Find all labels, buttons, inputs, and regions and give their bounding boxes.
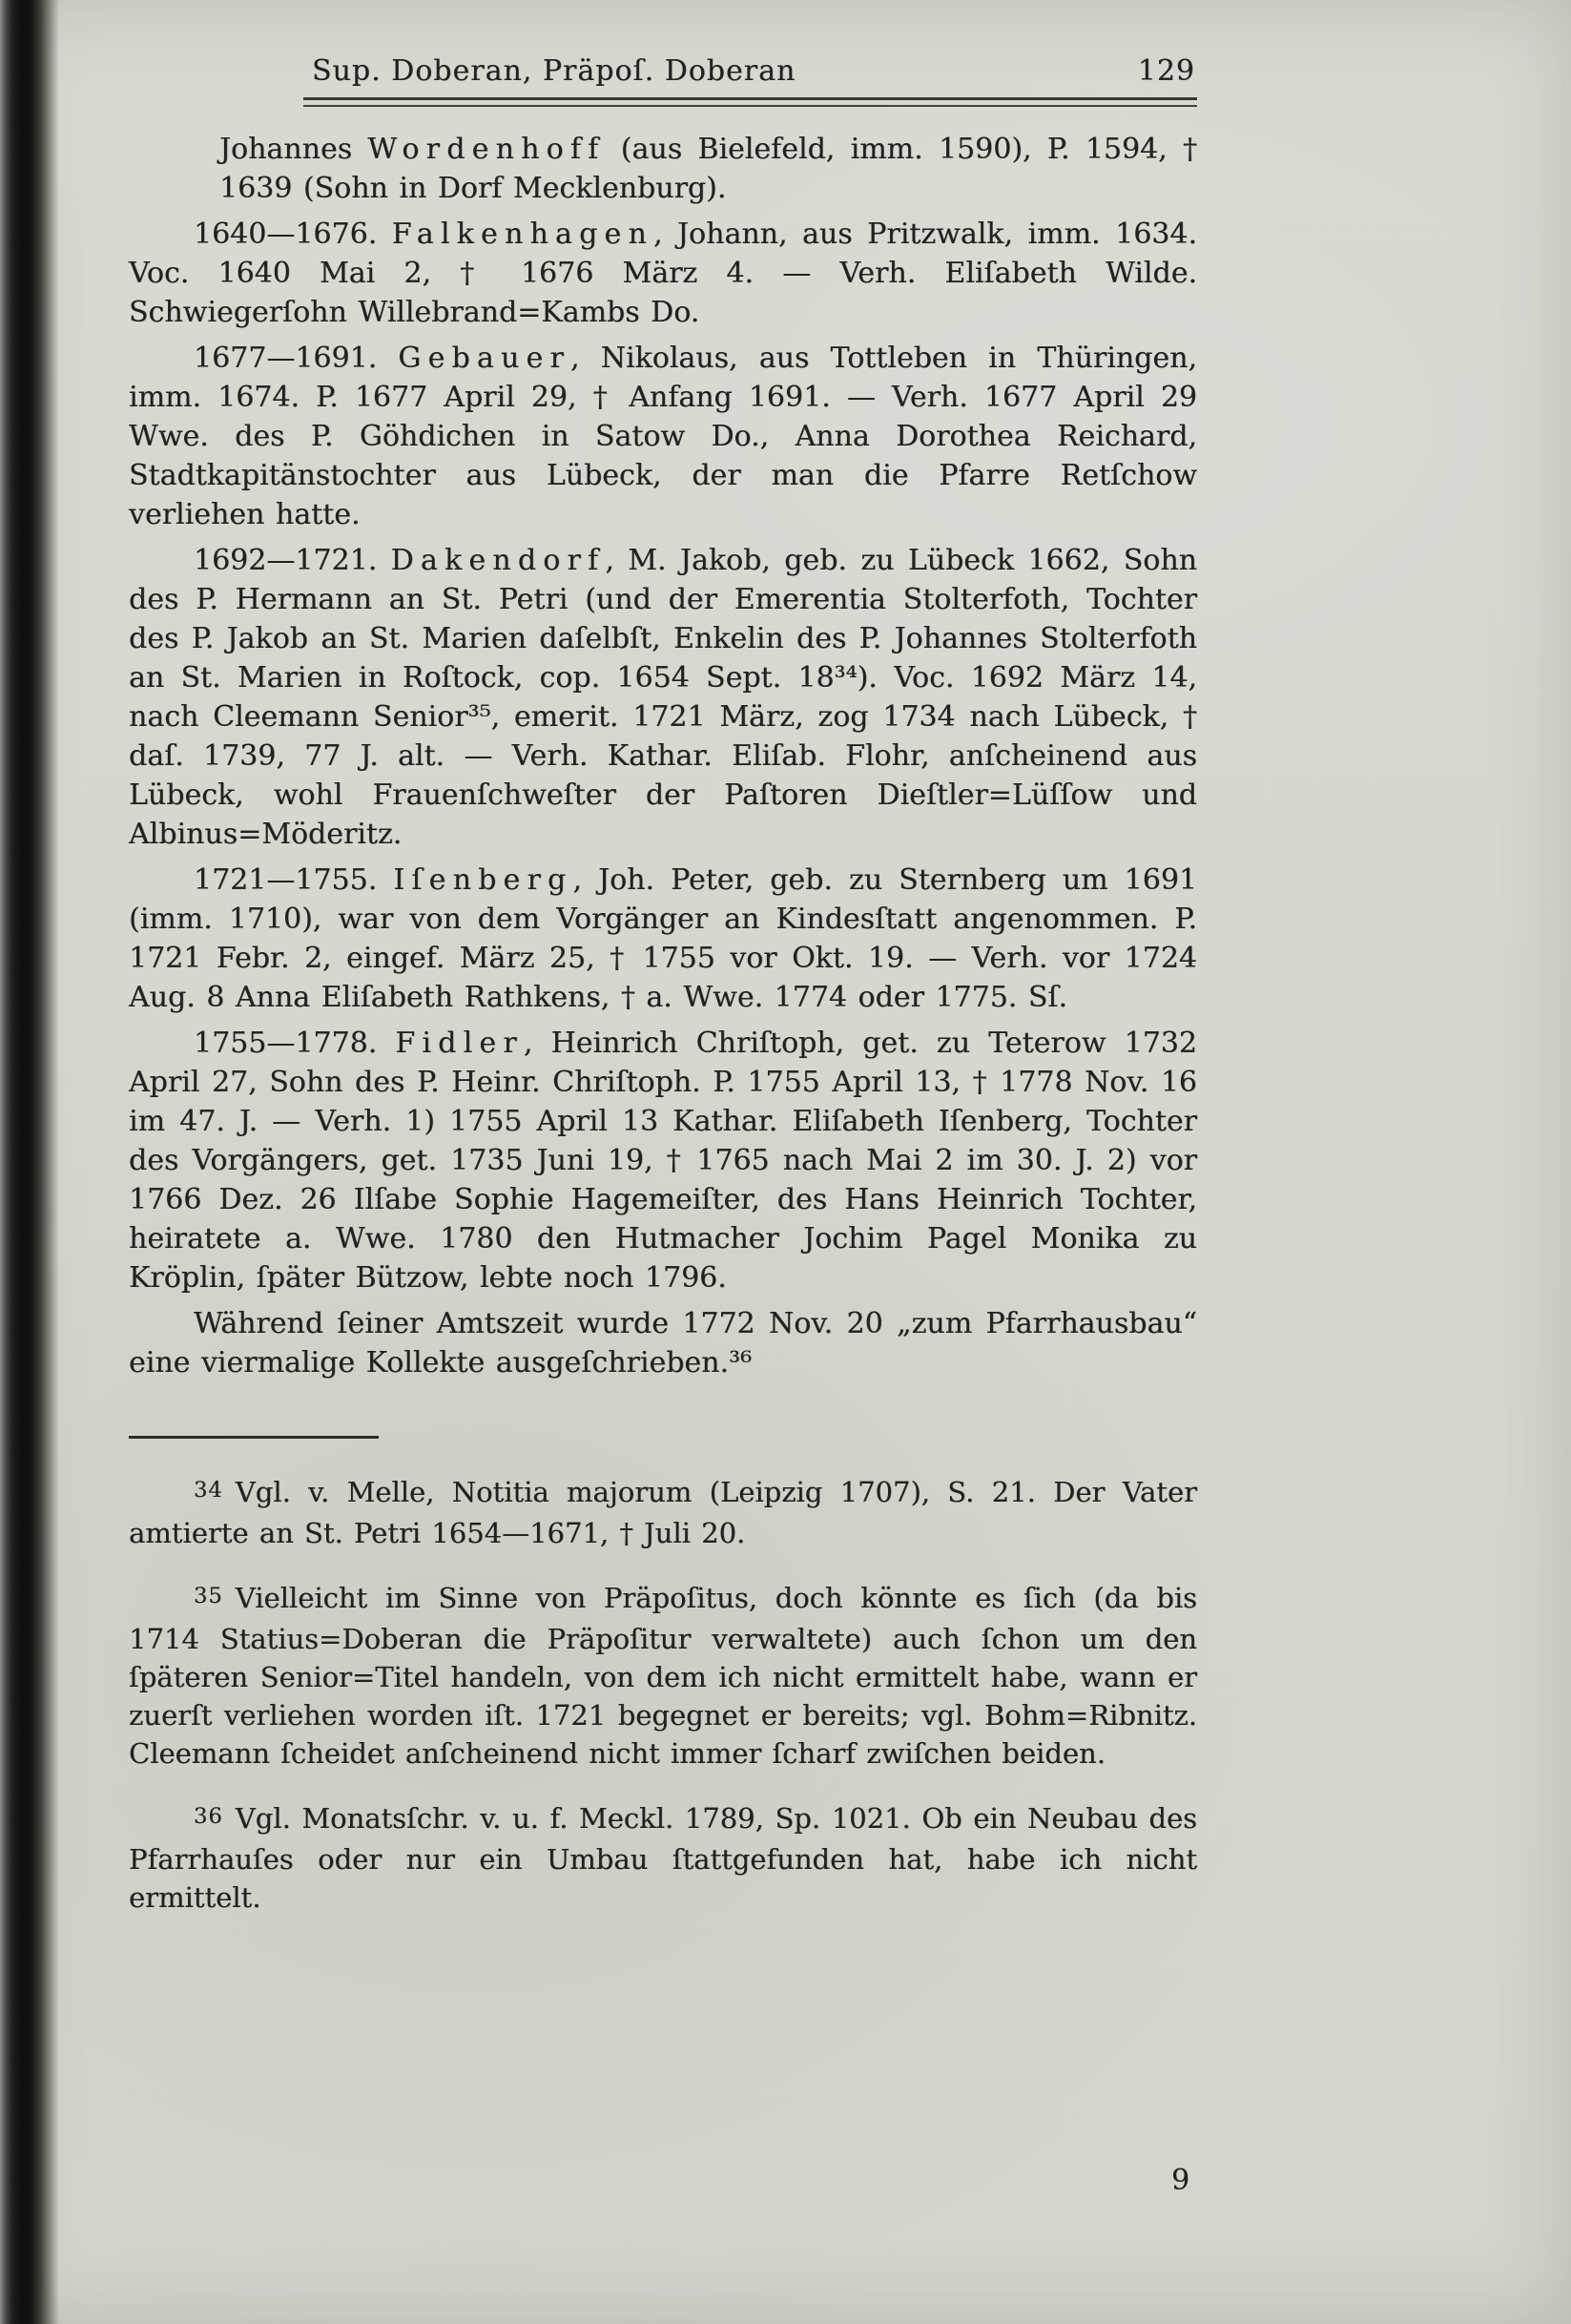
running-header-title: Sup. Doberan, Präpoſ. Doberan [312,54,796,88]
body-text [129,130,1197,1382]
closing-paragraph [129,1304,1197,1382]
entry-text: , Heinrich Chriſtoph, get. zu Teterow 1732 April 27, Sohn des P. Heinr. Chriſtoph. P. 1755 April 13, † 1778 Nov. 16 im 47. J. — Verh. 1) 1755 April 13 Kathar. Eliſabeth Iſenberg, Tochter des Vorgängers, get. 1735 Juni 19, † 1765 nach Mai 2 im 30. J. 2) vor 1766 Dez. 26 Ilſabe Sophie Hagemeiſter, des Hans Heinrich Tochter, heiratete a. Wwe. 1780 den Hutmacher Jochim Pagel Monika zu Kröplin, ſpäter Bützow, lebte noch 1796. [129,1027,1197,1295]
entry-name: Dakendorf [390,544,606,577]
footnote-number: 34 [194,1478,223,1503]
entry-name: Iſenberg [393,863,573,897]
entry-paragraph [129,541,1197,854]
page-content [129,52,1197,1917]
entry-name: Fidler [395,1027,524,1060]
entry-dates: 1721—1755. [194,863,394,897]
entry-text: , Nikolaus, aus Tottleben in Thüringen, imm. 1674. P. 1677 April 29, † Anfang 1691. — Verh. 1677 April 29 Wwe. des P. Göhdichen in Satow Do., Anna Dorothea Reichard, Stadtkapitänstochter aus Lübeck, der man die Pfarre Retſchow verliehen hatte. [129,342,1197,531]
footnote [129,1799,1197,1917]
entry-dates: 1755—1778. [194,1027,396,1060]
footnote-text: Vgl. Monatsſchr. v. u. f. Meckl. 1789, Sp. 1021. Ob ein Neubau des Pfarrhauſes oder nur ein Umbau ſtattgefunden hat, habe ich nicht ermittelt. [129,1802,1197,1914]
binding-shadow [0,0,61,2324]
footnote-text: Vgl. v. Melle, Notitia majorum (Leipzig 1707), S. 21. Der Vater amtierte an St. Petri 1654—1671, † Juli 20. [129,1476,1197,1549]
footnote [129,1473,1197,1552]
footnote [129,1579,1197,1773]
footnote-number: 35 [194,1584,223,1608]
page-number-bottom: 9 [1171,2164,1190,2197]
entry-dates: 1692—1721. [194,544,391,577]
entry-paragraph [129,339,1197,534]
entry-dates: 1640—1676. [194,218,392,251]
entry-text: , M. Jakob, geb. zu Lübeck 1662, Sohn des P. Hermann an St. Petri (und der Emerentia Stolterfoth, Tochter des P. Jakob an St. Marien daſelbſt, Enkelin des P. Johannes Stolterfoth an St. Marien in Roſtock, cop. 1654 Sept. 18³⁴). Voc. 1692 März 14, nach Cleemann Senior³⁵, emerit. 1721 März, zog 1734 nach Lübeck, † daſ. 1739, 77 J. alt. — Verh. Kathar. Eliſab. Flohr, anſcheinend aus Lübeck, wohl Frauenſchweſter der Paſtoren Dieſtler=Lüſſow und Albinus=Möderitz. [129,544,1197,851]
page-number-top: 129 [1137,54,1195,88]
entry-name: Gebauer [398,342,571,375]
footnote-separator [129,1436,379,1439]
entry-text: , Johann, aus Pritzwalk, imm. 1634. Voc. 1640 Mai 2, † 1676 März 4. — Verh. Eliſabeth Wilde. Schwiegerſohn Willebrand=Kambs Do. [129,218,1197,329]
entry-paragraph [129,861,1197,1017]
footnotes-block [129,1473,1197,1917]
entry-name: Falkenhagen [391,218,653,251]
entry-text-post: (aus Bielefeld, imm. 1590), P. 1594, † 1639 (Sohn in Dorf Mecklenburg). [219,133,1198,205]
closing-text: Während ſeiner Amtszeit wurde 1772 Nov. 20 „zum Pfarrhausbau“ eine viermalige Kollekte ausgeſchrieben.³⁶ [129,1307,1197,1380]
entry-dates: 1677—1691. [194,342,399,375]
entry-text-pre: Johannes [219,133,368,166]
entry-paragraph [129,215,1197,332]
footnote-number: 36 [194,1804,223,1829]
footnote-text: Vielleicht im Sinne von Präpoſitus, doch könnte es ſich (da bis 1714 Statius=Doberan die Präpoſitur verwaltete) auch ſchon um den ſpäteren Senior=Titel handeln, von dem ich nicht ermittelt habe, wann er zuerſt verliehen worden iſt. 1721 begegnet er bereits; vgl. Bohm=Ribnitz. Cleemann ſcheidet anſcheinend nicht immer ſcharf zwiſchen beiden. [129,1582,1197,1770]
entry-text: , Joh. Peter, geb. zu Sternberg um 1691 (imm. 1710), war von dem Vorgänger an Kindesſtatt angenommen. P. 1721 Febr. 2, eingef. März 25, † 1755 vor Okt. 19. — Verh. vor 1724 Aug. 8 Anna Eliſabeth Rathkens, † a. Wwe. 1774 oder 1775. Sſ. [129,863,1197,1014]
continuation-paragraph [219,130,1197,208]
header-rule [303,97,1197,107]
running-header [129,52,1197,93]
entry-paragraph [129,1024,1197,1297]
entry-name: Wordenhoff [367,133,606,166]
